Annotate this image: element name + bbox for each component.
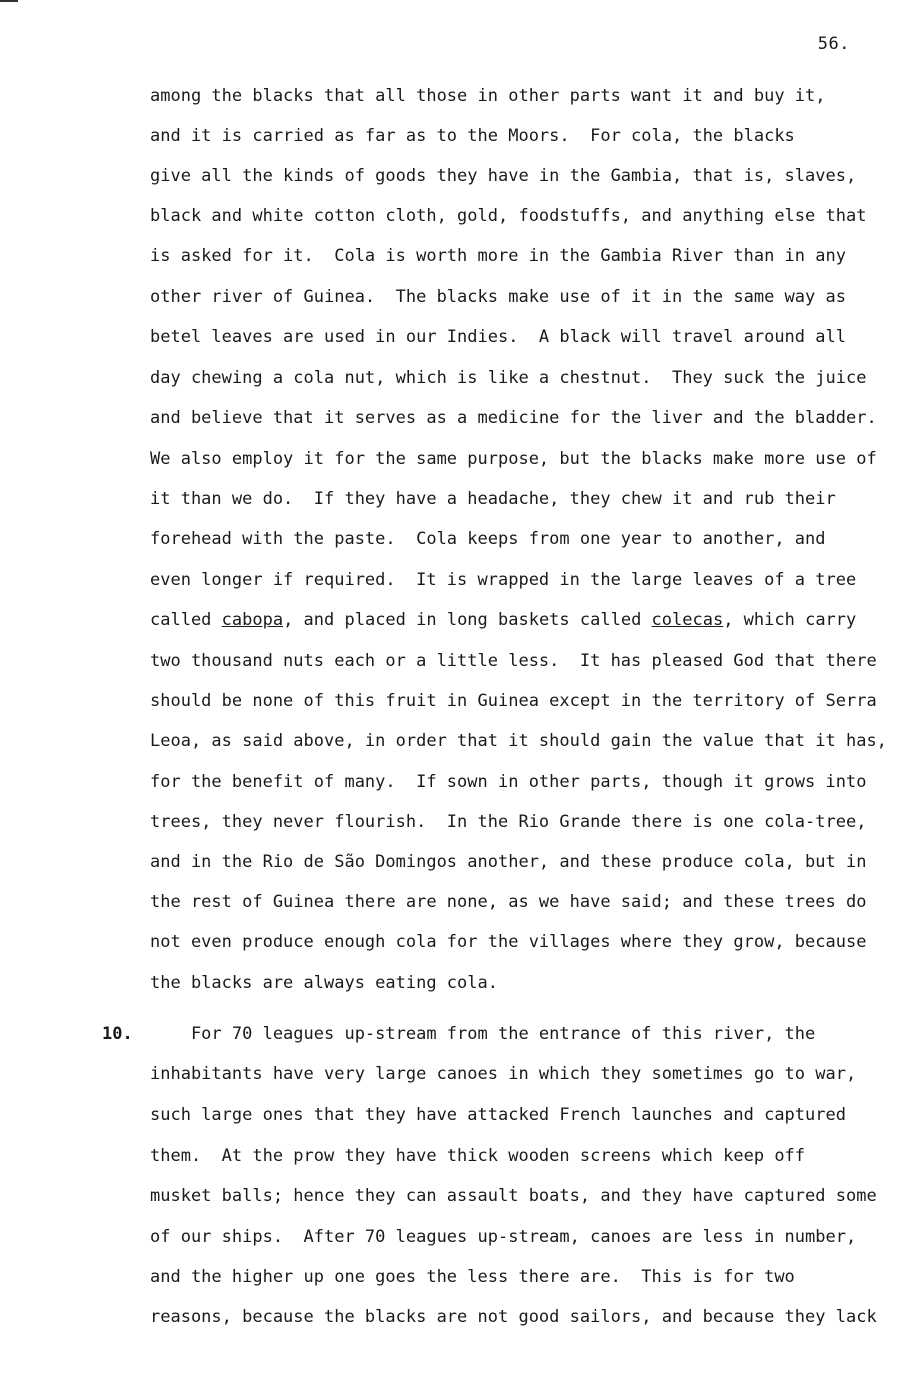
text-line: musket balls; hence they can assault boats, and they have captured some	[150, 1186, 877, 1206]
text-line: two thousand nuts each or a little less. It has pleased God that there	[150, 651, 877, 671]
text-line: We also employ it for the same purpose, but the blacks make more use of	[150, 449, 877, 469]
text-line: other river of Guinea. The blacks make use of it in the same way as	[150, 287, 846, 307]
text-line: among the blacks that all those in other parts want it and buy it,	[150, 86, 826, 106]
text-line: inhabitants have very large canoes in which they sometimes go to war,	[150, 1064, 857, 1084]
text-line: for the benefit of many. If sown in other parts, though it grows into	[150, 772, 867, 792]
underlined-term-colecas: colecas	[651, 610, 724, 630]
text-line: not even produce enough cola for the villages where they grow, because	[150, 932, 867, 952]
text-line: even longer if required. It is wrapped in the large leaves of a tree	[150, 570, 857, 590]
text-line: forehead with the paste. Cola keeps from one year to another, and	[150, 529, 826, 549]
text-line: of our ships. After 70 leagues up-stream, canoes are less in number,	[150, 1227, 857, 1247]
text-line: trees, they never flourish. In the Rio Grande there is one cola-tree,	[150, 812, 867, 832]
text-line: give all the kinds of goods they have in the Gambia, that is, slaves,	[150, 166, 857, 186]
text-line: the blacks are always eating cola.	[150, 973, 498, 993]
underlined-term-cabopa: cabopa	[221, 610, 284, 630]
text-line: betel leaves are used in our Indies. A black will travel around all	[150, 327, 846, 347]
text-line: For 70 leagues up-stream from the entrance of this river, the	[150, 1024, 816, 1044]
text-line: day chewing a cola nut, which is like a chestnut. They suck the juice	[150, 368, 867, 388]
text-line: and in the Rio de São Domingos another, and these produce cola, but in	[150, 852, 867, 872]
text-line: should be none of this fruit in Guinea except in the territory of Serra	[150, 691, 877, 711]
text-segment: , and placed in long baskets called	[283, 610, 652, 630]
text-line: such large ones that they have attacked French launches and captured	[150, 1105, 846, 1125]
text-line: Leoa, as said above, in order that it should gain the value that it has,	[150, 731, 887, 751]
text-line: and believe that it serves as a medicine for the liver and the bladder.	[150, 408, 877, 428]
text-line: the rest of Guinea there are none, as we have said; and these trees do	[150, 892, 867, 912]
text-segment: , which carry	[723, 610, 857, 630]
text-line: and it is carried as far as to the Moors. For cola, the blacks	[150, 126, 795, 146]
text-line: is asked for it. Cola is worth more in the Gambia River than in any	[150, 246, 846, 266]
page-number: 56.	[817, 34, 850, 54]
text-segment: called	[150, 610, 222, 630]
text-line: black and white cotton cloth, gold, foodstuffs, and anything else that	[150, 206, 867, 226]
paragraph-number: 10.	[102, 1024, 133, 1044]
corner-mark	[0, 0, 18, 2]
text-line-with-terms	[150, 610, 856, 630]
text-line: reasons, because the blacks are not good sailors, and because they lack	[150, 1307, 877, 1327]
text-line: them. At the prow they have thick wooden screens which keep off	[150, 1146, 806, 1166]
text-line: it than we do. If they have a headache, they chew it and rub their	[150, 489, 836, 509]
text-line: and the higher up one goes the less there are. This is for two	[150, 1267, 795, 1287]
